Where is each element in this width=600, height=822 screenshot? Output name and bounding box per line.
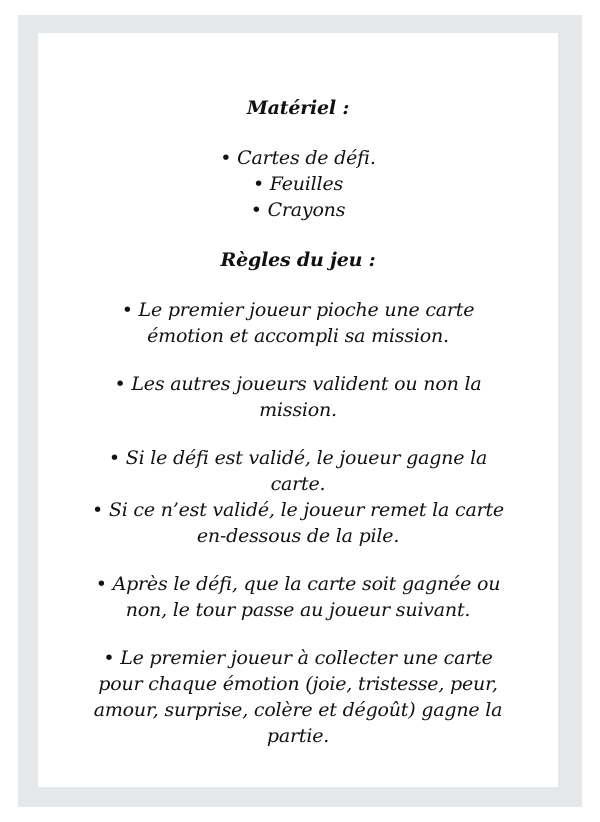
materiel-item: • Crayons	[250, 199, 346, 221]
rule-6	[38, 645, 558, 749]
rule-line: • Le premier joueur pioche une carte	[121, 299, 475, 321]
materiel-title: Matériel :	[246, 97, 350, 119]
card-content	[38, 95, 558, 749]
rule-line: partie.	[266, 725, 330, 747]
rule-line: mission.	[259, 399, 337, 421]
rules-card	[38, 33, 558, 787]
rule-5	[38, 571, 558, 623]
materiel-item: • Feuilles	[252, 173, 344, 195]
rule-line: • Si le défi est validé, le joueur gagne la	[108, 447, 488, 469]
rule-line: en-dessous de la pile.	[196, 525, 400, 547]
rule-line: • Si ce n’est validé, le joueur remet la carte	[92, 499, 504, 521]
materiel-item: • Cartes de défi.	[220, 147, 376, 169]
rule-line: émotion et accompli sa mission.	[147, 325, 449, 347]
rule-line: • Après le défi, que la carte soit gagnée ou	[95, 573, 501, 595]
rule-2	[38, 371, 558, 423]
rule-3	[38, 445, 558, 497]
rule-line: pour chaque émotion (joie, tristesse, peur,	[98, 673, 498, 695]
regles-title: Règles du jeu :	[220, 249, 376, 271]
rule-1	[38, 297, 558, 349]
rule-line: non, le tour passe au joueur suivant.	[125, 599, 471, 621]
materiel-list	[38, 145, 558, 223]
card-frame	[18, 15, 582, 807]
rule-4	[38, 497, 558, 549]
rule-line: carte.	[270, 473, 326, 495]
rule-line: • Les autres joueurs valident ou non la	[114, 373, 482, 395]
rule-line: amour, surprise, colère et dégoût) gagne la	[93, 699, 503, 721]
rule-line: • Le premier joueur à collecter une carte	[103, 647, 493, 669]
